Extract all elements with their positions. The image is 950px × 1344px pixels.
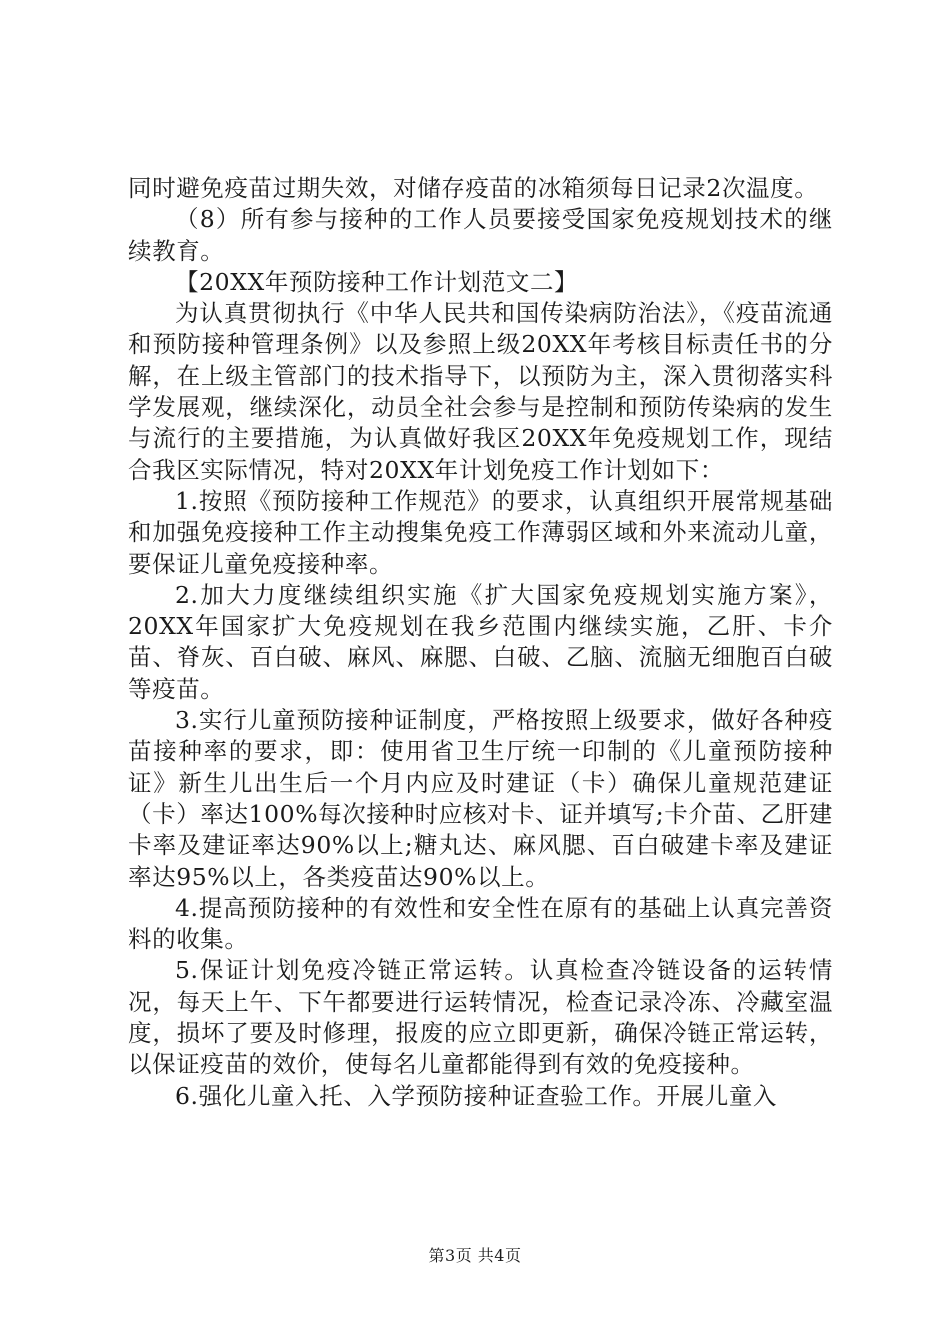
section-heading: 【20XX年预防接种工作计划范文二】 <box>175 267 579 296</box>
paragraph-item-6: 6.强化儿童入托、入学预防接种证查验工作。开展儿童入 <box>175 1081 778 1110</box>
paragraph-item-2: 2.加大力度继续组织实施《扩大国家免疫规划实施方案》，20XX年国家扩大免疫规划在我乡范围内继续实施，乙肝、卡介苗、脊灰、百白破、麻风、麻腮、白破、乙脑、流脑无细胞百白破等疫苗。 <box>128 580 833 703</box>
paragraph-1: 同时避免疫苗过期失效，对储存疫苗的冰箱须每日记录2次温度。 <box>128 174 819 202</box>
paragraph-item-1: 1.按照《预防接种工作规范》的要求，认真组织开展常规基础和加强免疫接种工作主动搜集免疫工作薄弱区域和外来流动儿童，要保证儿童免疫接种率。 <box>128 486 833 578</box>
page-footer: 第3页 共4页 <box>428 1246 522 1265</box>
paragraph-intro: 为认真贯彻执行《中华人民共和国传染病防治法》，《疫苗流通和预防接种管理条例》以及参照上级20XX年考核目标责任书的分解，在上级主管部门的技术指导下，以预防为主，深入贯彻落实科学发展观，继续深化，动员全社会参与是控制和预防传染病的发生与流行的主要措施，为认真做好我区20XX年免疫规划工作，现结合我区实际情况，特对20XX年计划免疫工作计划如下： <box>128 299 833 484</box>
paragraph-2: （8）所有参与接种的工作人员要接受国家免疫规划技术的继续教育。 <box>128 205 833 265</box>
document-body <box>128 173 833 1112</box>
paragraph-item-4: 4.提高预防接种的有效性和安全性在原有的基础上认真完善资料的收集。 <box>128 893 833 954</box>
paragraph-item-5: 5.保证计划免疫冷链正常运转。认真检查冷链设备的运转情况，每天上午、下午都要进行运转情况，检查记录冷冻、冷藏室温度，损坏了要及时修理，报废的应立即更新，确保冷链正常运转，以保证疫苗的效价，使每名儿童都能得到有效的免疫接种。 <box>128 956 833 1079</box>
paragraph-item-3: 3.实行儿童预防接种证制度，严格按照上级要求，做好各种疫苗接种率的要求，即：使用省卫生厅统一印制的《儿童预防接种证》新生儿出生后一个月内应及时建证（卡）确保儿童规范建证（卡）率达100%每次接种时应核对卡、证并填写;卡介苗、乙肝建卡率及建证率达90%以上;糖丸达、麻风腮、百白破建卡率及建证率达95%以上，各类疫苗达90%以上。 <box>128 706 833 891</box>
